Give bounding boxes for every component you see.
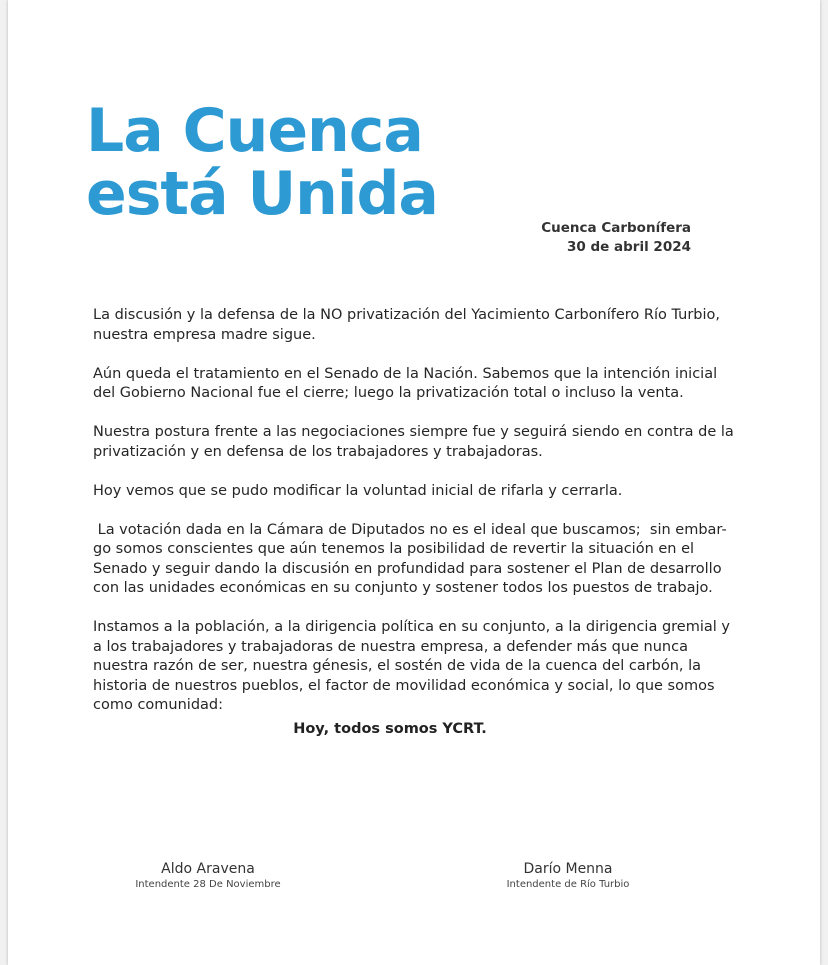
- signature-aravena: [128, 860, 288, 892]
- text-line: privatización y en defensa de los trabajadores y trabajadoras.: [93, 443, 543, 460]
- paragraph-3: [93, 423, 733, 462]
- text-line: Nuestra postura frente a las negociaciones siempre fue y seguirá siendo en contra de la: [93, 424, 734, 440]
- text-line: Instamos a la población, a la dirigencia política en su conjunto, a la dirigencia gremial y: [93, 619, 730, 635]
- headline-line-1: La Cuenca: [86, 96, 423, 166]
- place: Cuenca Carbonífera: [541, 220, 691, 236]
- paragraph-2: [93, 365, 733, 404]
- paragraph-1: [93, 306, 733, 345]
- signer-role: Intendente de Río Turbio: [506, 879, 630, 890]
- text-line: Senado y seguir dando la discusión en profundidad para sostener el Plan de desarrollo: [93, 560, 722, 577]
- text-line: Hoy vemos que se pudo modificar la voluntad inicial de rifarla y cerrarla.: [93, 482, 623, 499]
- place-date-block: [528, 219, 691, 257]
- text-line: La discusión y la defensa de la NO privatización del Yacimiento Carbonífero Río Turbio,: [93, 307, 721, 323]
- headline-line-2: está Unida: [86, 159, 438, 229]
- letter-body: [93, 306, 733, 719]
- signer-name: Darío Menna: [523, 861, 613, 877]
- text-line: del Gobierno Nacional fue el cierre; luego la privatización total o incluso la venta.: [93, 385, 684, 401]
- text-line: nuestra razón de ser, nuestra génesis, el sostén de vida de la cuenca del carbón, la: [93, 658, 702, 674]
- text-line: La votación dada en la Cámara de Diputados no es el ideal que buscamos; sin embar-: [93, 521, 727, 538]
- signer-name: Aldo Aravena: [161, 861, 255, 877]
- paragraph-6: [93, 618, 733, 716]
- text-line: nuestra empresa madre sigue.: [93, 326, 316, 343]
- document-page: [8, 0, 820, 965]
- text-line: go somos conscientes que aún tenemos la posibilidad de revertir la situación en el: [93, 541, 695, 557]
- headline: [86, 96, 438, 229]
- text-line: como comunidad:: [93, 697, 224, 713]
- signer-role: Intendente 28 De Noviembre: [135, 879, 281, 890]
- date: 30 de abril 2024: [567, 239, 691, 255]
- text-line: a los trabajadores y trabajadoras de nuestra empresa, a defender más que nunca: [93, 638, 688, 655]
- paragraph-5: [93, 521, 733, 599]
- paragraph-4: [93, 482, 733, 502]
- text-line: historia de nuestros pueblos, el factor de movilidad económica y social, lo que somos: [93, 677, 715, 694]
- signature-menna: [493, 860, 643, 892]
- text-line: con las unidades económicas en su conjunto y sostener todos los puestos de trabajo.: [93, 580, 713, 596]
- text-line: Aún queda el tratamiento en el Senado de la Nación. Sabemos que la intención inicial: [93, 365, 718, 382]
- slogan: Hoy, todos somos YCRT.: [293, 721, 487, 737]
